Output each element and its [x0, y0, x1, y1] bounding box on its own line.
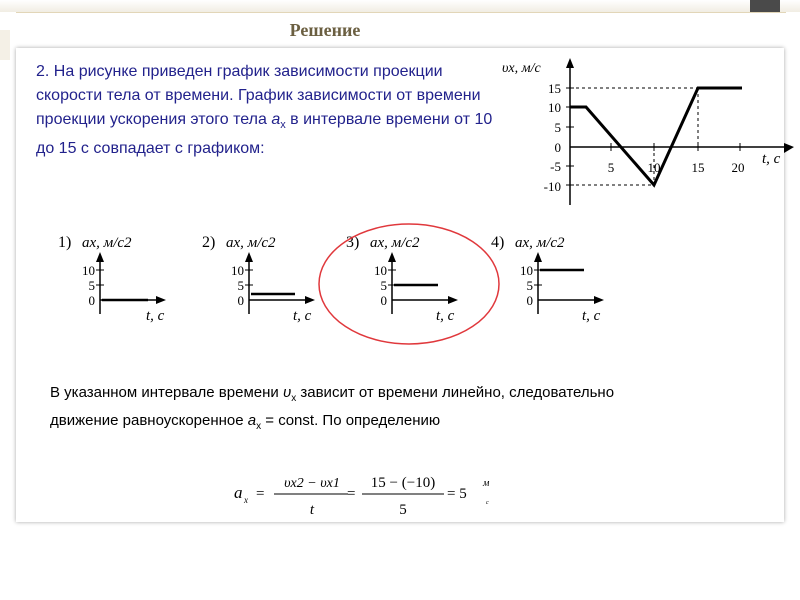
- velocity-xtick-15: 15: [691, 160, 705, 175]
- option-number: 4): [491, 234, 505, 251]
- option-number: 3): [346, 234, 360, 251]
- option-ytick-5: 5: [237, 278, 244, 293]
- task-text-after: в интервале времени от 10 до 15 с совпадает с графиком:: [36, 111, 493, 158]
- option-ytick-0: 0: [237, 293, 244, 308]
- option-ytick-10: 10: [231, 263, 244, 278]
- velocity-ytick-10: 10: [548, 100, 561, 115]
- velocity-xtick-20: 20: [731, 160, 745, 175]
- option-xlabel: t, c: [293, 308, 312, 324]
- option-ylabel: ax, м/с2: [515, 235, 565, 251]
- velocity-ytick-5: 5: [554, 120, 561, 135]
- solution-line-1-a: В указанном интервале времени: [50, 384, 283, 401]
- formula-lhs: a: [234, 483, 243, 502]
- option-ylabel: ax, м/с2: [82, 235, 132, 251]
- formula-eq-1: =: [256, 486, 265, 502]
- option-number: 1): [58, 234, 72, 251]
- solution-line-2-b: = const. По определению: [261, 412, 441, 429]
- option-ytick-0: 0: [380, 293, 387, 308]
- option-ytick-10: 10: [82, 263, 95, 278]
- task-symbol-sub: x: [280, 119, 286, 132]
- velocity-ytick-m5: -5: [550, 159, 561, 174]
- option-ytick-10: 10: [374, 263, 387, 278]
- velocity-graph-ylabel: υx, м/с: [502, 61, 541, 76]
- option-xlabel: t, c: [582, 308, 601, 324]
- option-number: 2): [202, 234, 216, 251]
- solution-line-1-b: зависит от времени линейно, следовательно: [296, 384, 615, 401]
- option-xlabel: t, c: [436, 308, 455, 324]
- velocity-xtick-5: 5: [607, 160, 615, 175]
- solution-accel-sub: x: [256, 421, 262, 432]
- formula-result: = 5: [447, 486, 467, 502]
- formula-unit-den: с: [486, 500, 489, 506]
- option-ylabel: ax, м/с2: [226, 235, 276, 251]
- task-text-before: 2. На рисунке приведен график зависимости проекции скорости тела от времени. График зависимости от времени проекции ускорения этого тела: [36, 63, 481, 128]
- solution-accel-symbol: a: [247, 412, 257, 429]
- option-ytick-0: 0: [88, 293, 95, 308]
- option-ytick-5: 5: [88, 278, 95, 293]
- velocity-ytick-0: 0: [554, 140, 561, 155]
- option-ytick-0: 0: [526, 293, 533, 308]
- formula-lhs-sub: x: [244, 495, 248, 505]
- solution-velocity-symbol: υ: [282, 384, 292, 401]
- velocity-xtick-10: 10: [647, 160, 661, 175]
- formula-denominator-1: t: [309, 502, 315, 518]
- formula-denominator-2: 5: [399, 502, 407, 518]
- slide-title: Решение: [289, 20, 361, 40]
- formula-numerator-1: υx2 − υx1: [284, 476, 340, 491]
- velocity-graph-xlabel: t, c: [762, 151, 781, 167]
- task-symbol: a: [271, 111, 281, 128]
- formula-eq-2: =: [347, 486, 356, 502]
- formula-numerator-2: 15 − (−10): [370, 475, 436, 491]
- solution-line-2-a: движение равноускоренное: [50, 412, 248, 429]
- formula-unit-num: м: [483, 478, 490, 489]
- option-xlabel: t, c: [146, 308, 165, 324]
- solution-velocity-sub: x: [291, 393, 297, 404]
- option-ytick-5: 5: [526, 278, 533, 293]
- option-ylabel: ax, м/с2: [370, 235, 420, 251]
- option-ytick-5: 5: [380, 278, 387, 293]
- option-ytick-10: 10: [520, 263, 533, 278]
- velocity-ytick-m10: -10: [543, 179, 561, 194]
- velocity-ytick-15: 15: [548, 81, 561, 96]
